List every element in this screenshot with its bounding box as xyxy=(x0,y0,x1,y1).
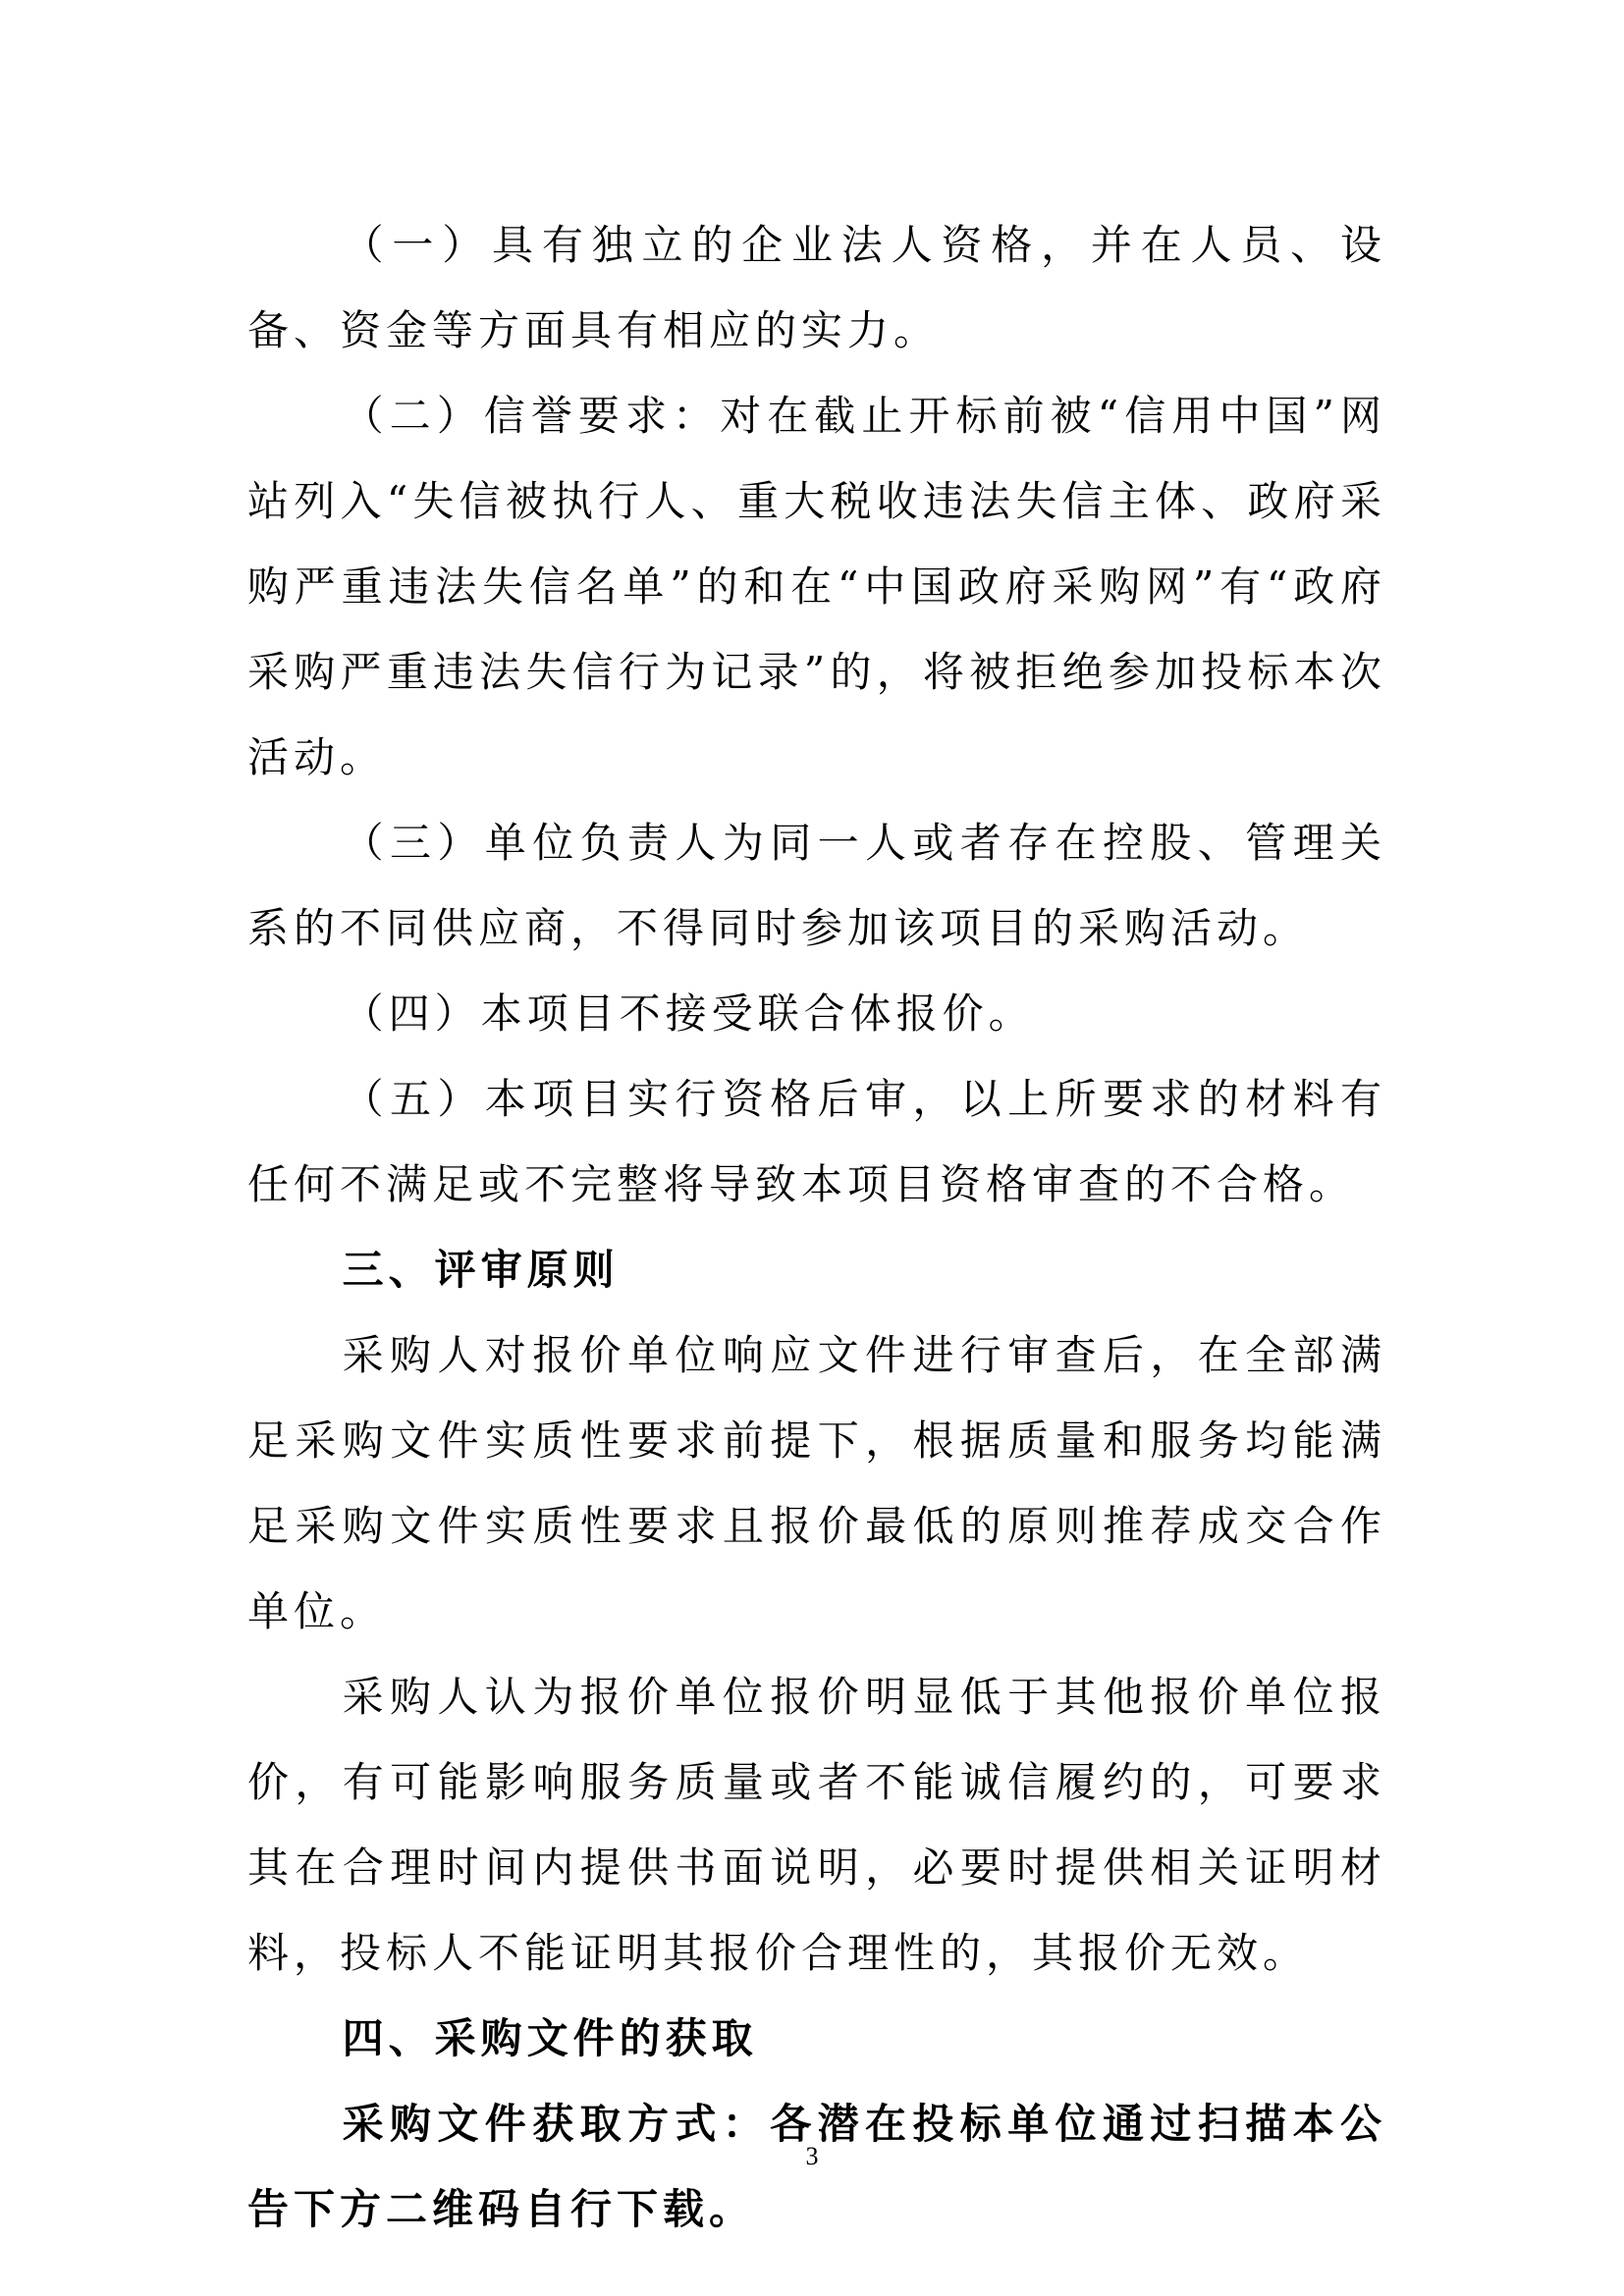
paragraph-qualification-1: （一）具有独立的企业法人资格，并在人员、设备、资金等方面具有相应的实力。 xyxy=(247,221,1386,354)
paragraph-qualification-5: （五）本项目实行资格后审，以上所要求的材料有任何不满足或不完整将导致本项目资格审查的不合格。 xyxy=(247,1075,1386,1208)
paragraph-review-2: 采购人认为报价单位报价明显低于其他报价单位报价，有可能影响服务质量或者不能诚信履约的，可要求其在合理时间内提供书面说明，必要时提供相关证明材料，投标人不能证明其报价合理性的，其报价无效。 xyxy=(247,1673,1386,1977)
paragraph-acquisition-method: 采购文件获取方式：各潜在投标单位通过扫描本公告下方二维码自行下载。 xyxy=(247,2100,1386,2233)
section-heading-document-acquisition: 四、采购文件的获取 xyxy=(342,2014,758,2062)
page-number: 3 xyxy=(805,2142,819,2170)
paragraph-qualification-4: （四）本项目不接受联合体报价。 xyxy=(342,989,1035,1038)
document-body xyxy=(247,202,1386,2252)
section-heading-review-principles: 三、评审原则 xyxy=(342,1246,620,1294)
paragraph-review-1: 采购人对报价单位响应文件进行审查后，在全部满足采购文件实质性要求前提下，根据质量和服务均能满足采购文件实质性要求且报价最低的原则推荐成交合作单位。 xyxy=(247,1331,1386,1635)
paragraph-qualification-2: （二）信誉要求：对在截止开标前被“信用中国”网站列入“失信被执行人、重大税收违法失信主体、政府采购严重违法失信名单”的和在“中国政府采购网”有“政府采购严重违法失信行为记录”的，将被拒绝参加投标本次活动。 xyxy=(247,392,1386,781)
paragraph-qualification-3: （三）单位负责人为同一人或者存在控股、管理关系的不同供应商，不得同时参加该项目的采购活动。 xyxy=(247,819,1386,952)
